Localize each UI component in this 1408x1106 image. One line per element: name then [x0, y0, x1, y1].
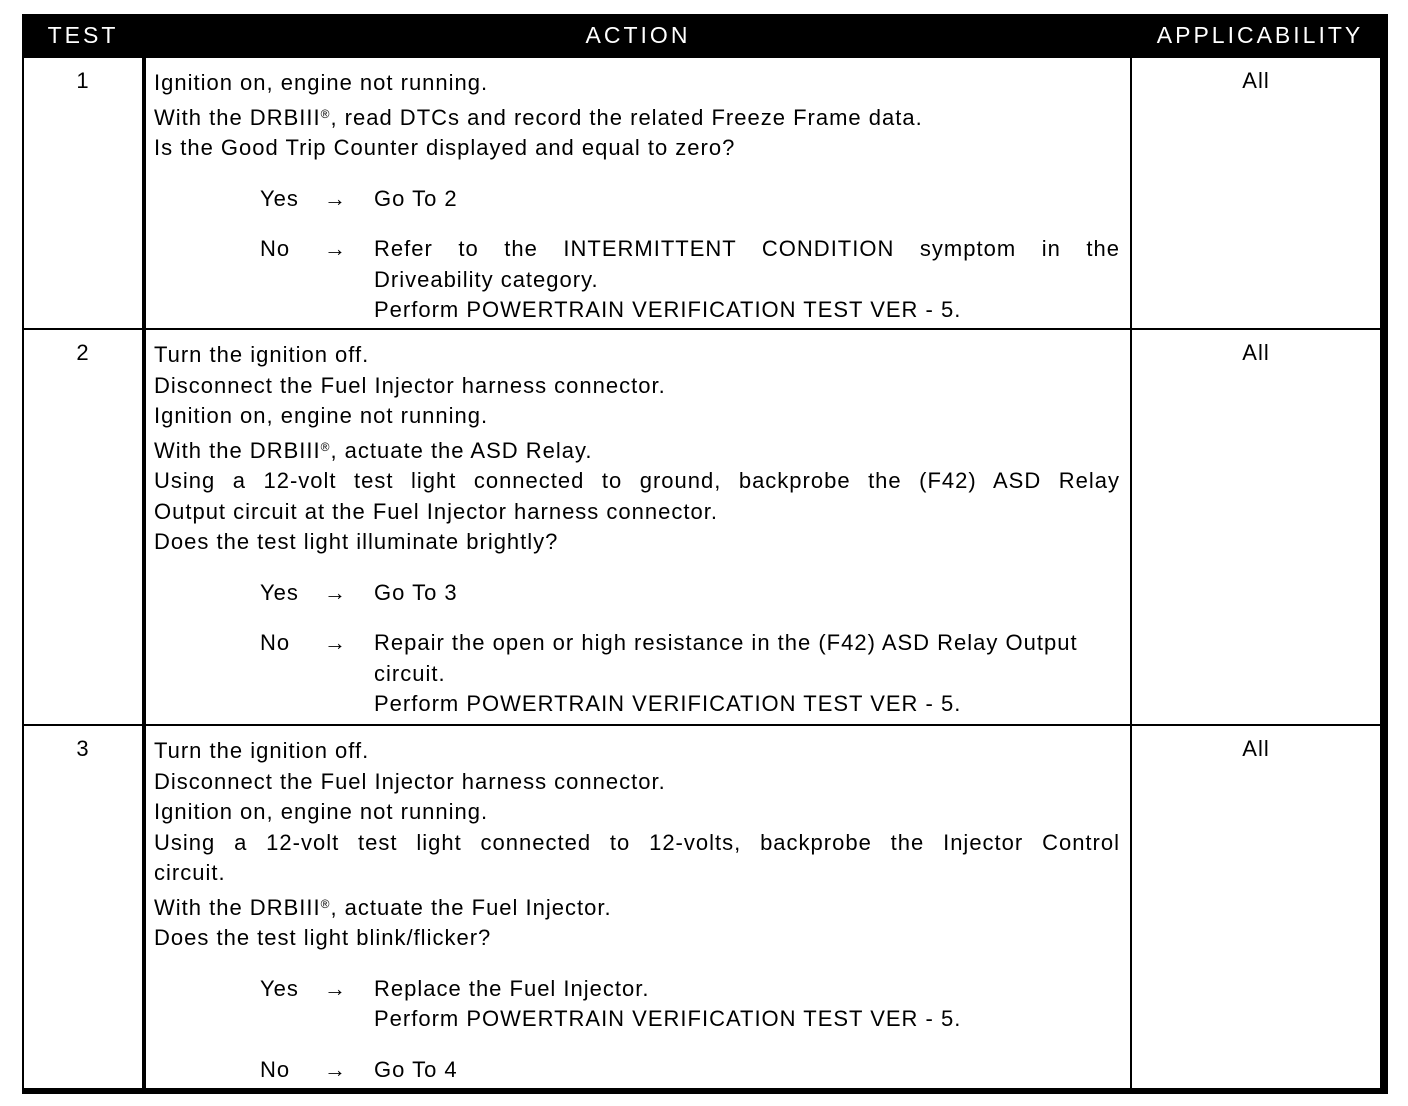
action-cell	[146, 726, 1130, 1088]
action-step: With the DRBIII®, actuate the Fuel Injector.	[154, 894, 612, 920]
result-line: Perform POWERTRAIN VERIFICATION TEST VER - 5.	[374, 691, 962, 716]
applicability-cell: All	[1132, 726, 1380, 1088]
action-step: Does the test light illuminate brightly?	[154, 529, 559, 554]
result-line: Perform POWERTRAIN VERIFICATION TEST VER - 5.	[374, 297, 962, 322]
no-response	[154, 234, 1120, 326]
no-label: No	[260, 1056, 291, 1082]
result-line: Refer to the INTERMITTENT CONDITION symptom in the	[374, 236, 1120, 261]
action-step: Does the test light blink/flicker?	[154, 925, 492, 950]
no-label: No	[260, 236, 291, 261]
yes-result	[374, 184, 1120, 215]
arrow-icon: →	[324, 975, 347, 1001]
action-step: Turn the ignition off.	[154, 738, 370, 763]
applicability-cell: All	[1132, 58, 1380, 328]
no-result	[374, 234, 1120, 326]
header-applicability: APPLICABILITY	[1156, 22, 1364, 48]
result-line: Replace the Fuel Injector.	[374, 975, 650, 1001]
yes-label: Yes	[260, 579, 299, 605]
action-step: circuit.	[154, 860, 226, 885]
action-step: With the DRBIII®, read DTCs and record the related Freeze Frame data.	[154, 104, 923, 130]
header-test: TEST	[47, 22, 119, 48]
result-line: Go To 4	[374, 1056, 458, 1082]
action-cell	[146, 330, 1130, 724]
applicability-cell: All	[1132, 330, 1380, 724]
action-step: Disconnect the Fuel Injector harness connector.	[154, 372, 666, 398]
result-line: Repair the open or high resistance in the (F42) ASD Relay Output	[374, 630, 1078, 655]
action-step: Using a 12-volt test light connected to ground, backprobe the (F42) ASD Relay	[154, 468, 1120, 493]
result-line: Go To 2	[374, 185, 458, 211]
header-action: ACTION	[585, 22, 691, 48]
result-line: Driveability category.	[374, 266, 599, 292]
arrow-icon: →	[324, 630, 347, 655]
action-step: Ignition on, engine not running.	[154, 403, 489, 428]
yes-result	[374, 974, 1120, 1035]
no-label: No	[260, 630, 291, 655]
action-step: Disconnect the Fuel Injector harness connector.	[154, 768, 666, 794]
yes-response	[154, 184, 1120, 215]
action-step: Output circuit at the Fuel Injector harness connector.	[154, 498, 718, 524]
yes-response	[154, 578, 1120, 609]
action-step: Is the Good Trip Counter displayed and equal to zero?	[154, 135, 736, 160]
no-response	[154, 628, 1120, 720]
yes-label: Yes	[260, 975, 299, 1001]
test-number: 3	[24, 726, 142, 1088]
action-step: Using a 12-volt test light connected to 12-volts, backprobe the Injector Control	[154, 829, 1120, 855]
no-result	[374, 628, 1120, 720]
test-number: 2	[24, 330, 142, 724]
diagnostic-test-table	[22, 14, 1388, 1094]
yes-label: Yes	[260, 185, 299, 211]
action-cell	[146, 58, 1130, 328]
action-step: Ignition on, engine not running.	[154, 70, 489, 95]
result-line: circuit.	[374, 660, 446, 686]
action-step: With the DRBIII®, actuate the ASD Relay.	[154, 437, 593, 463]
no-result	[374, 1055, 1120, 1086]
arrow-icon: →	[324, 185, 347, 211]
result-line: Perform POWERTRAIN VERIFICATION TEST VER - 5.	[374, 1006, 962, 1031]
yes-result	[374, 578, 1120, 609]
action-step: Ignition on, engine not running.	[154, 799, 489, 824]
arrow-icon: →	[324, 1056, 347, 1082]
yes-response	[154, 974, 1120, 1035]
arrow-icon: →	[324, 236, 347, 261]
test-number: 1	[24, 58, 142, 328]
no-response	[154, 1055, 1120, 1086]
result-line: Go To 3	[374, 579, 458, 605]
arrow-icon: →	[324, 579, 347, 605]
action-step: Turn the ignition off.	[154, 342, 370, 367]
